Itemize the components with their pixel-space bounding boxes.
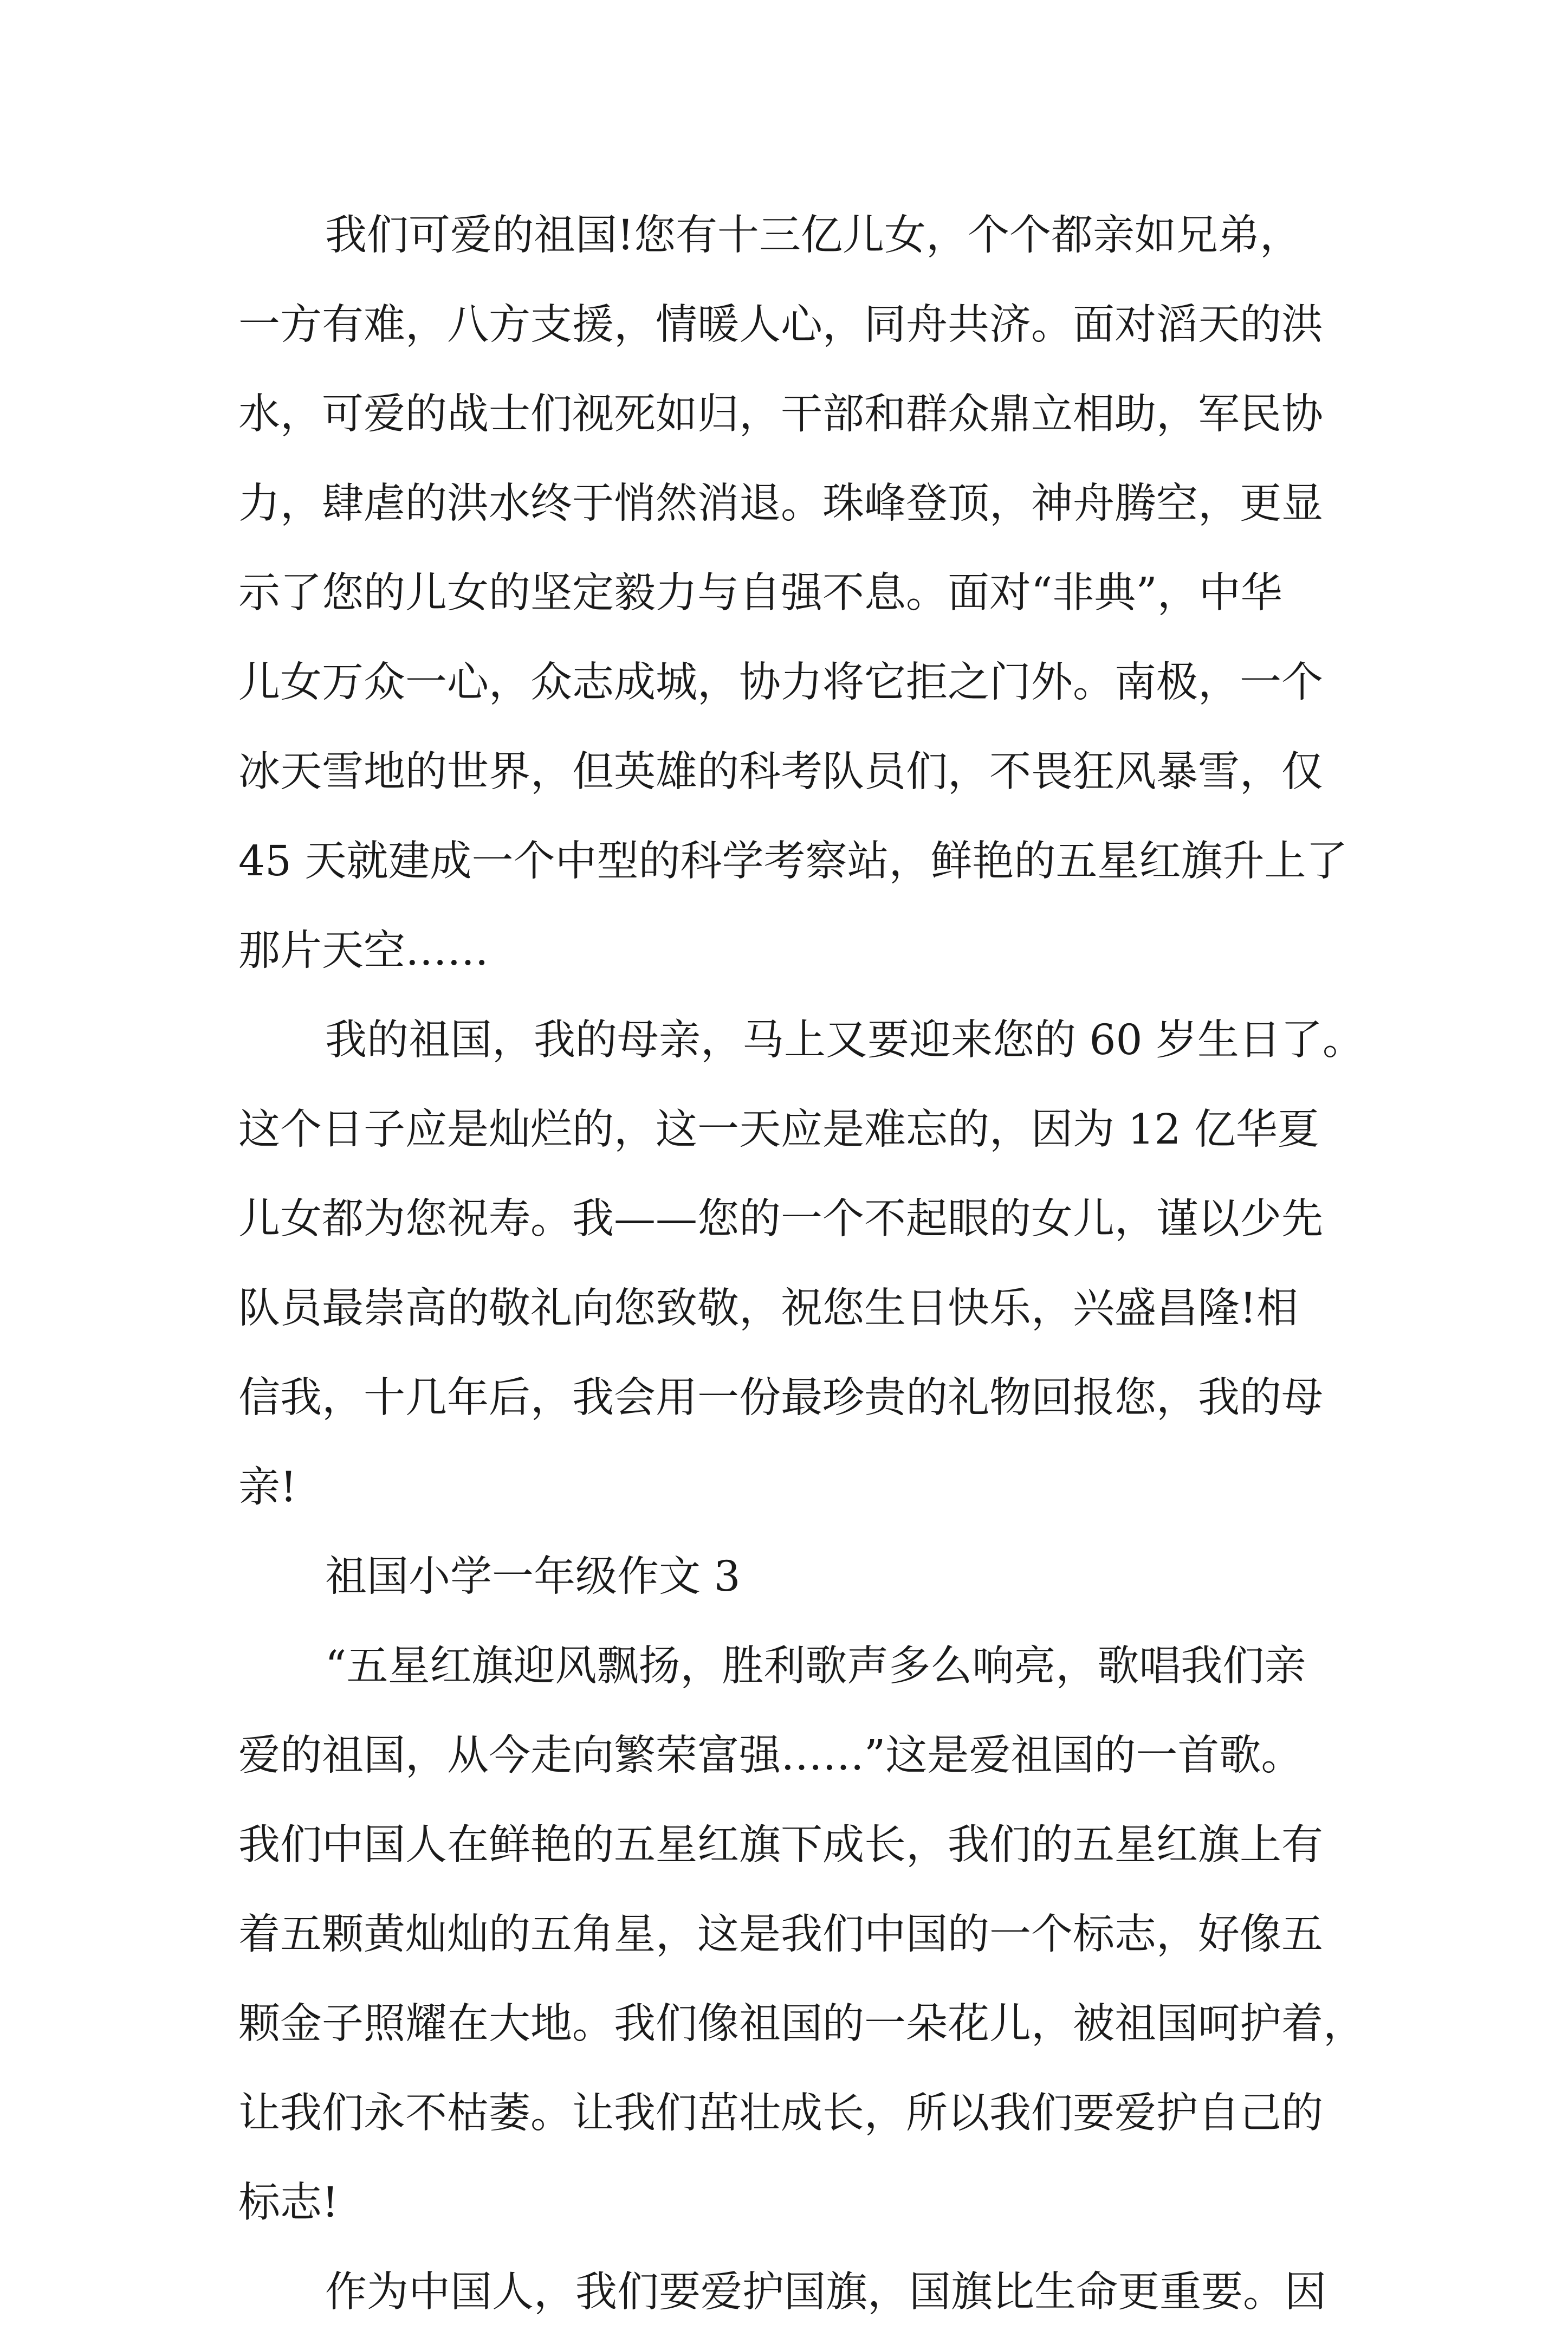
text-line: 颗金子照耀在大地。我们像祖国的一朵花儿，被祖国呵护着， — [238, 2000, 1365, 2048]
text-line: 冰天雪地的世界，但英雄的科考队员们，不畏狂风暴雪，仅 — [238, 748, 1323, 796]
text-line: “五星红旗迎风飘扬，胜利歌声多么响亮，歌唱我们亲 — [325, 1642, 1306, 1690]
text-line: 这个日子应是灿烂的，这一天应是难忘的，因为 12 亿华夏 — [238, 1106, 1319, 1154]
text-line: 队员最崇高的敬礼向您致敬，祝您生日快乐，兴盛昌隆!相 — [238, 1284, 1298, 1333]
document-body — [238, 191, 1365, 2337]
text-line: 爱的祖国，从今走向繁荣富强……”这是爱祖国的一首歌。 — [238, 1732, 1303, 1780]
text-line: 标志! — [238, 2179, 339, 2227]
text-line: 一方有难，八方支援，情暖人心，同舟共济。面对滔天的洪 — [238, 301, 1323, 349]
text-line: 作为中国人，我们要爱护国旗，国旗比生命更重要。因 — [325, 2268, 1326, 2316]
text-line: 我们中国人在鲜艳的五星红旗下成长，我们的五星红旗上有 — [238, 1821, 1323, 1869]
text-line: 儿女万众一心，众志成城，协力将它拒之门外。南极，一个 — [238, 659, 1323, 707]
text-line: 那片天空…… — [238, 927, 489, 975]
text-line: 水，可爱的战士们视死如归，干部和群众鼎立相助，军民协 — [238, 390, 1323, 438]
text-line: 让我们永不枯萎。让我们茁壮成长，所以我们要爱护自己的 — [238, 2089, 1323, 2138]
text-line: 儿女都为您祝寿。我——您的一个不起眼的女儿，谨以少先 — [238, 1195, 1323, 1243]
text-line: 信我，十几年后，我会用一份最珍贵的礼物回报您，我的母 — [238, 1374, 1323, 1422]
text-line: 着五颗黄灿灿的五角星，这是我们中国的一个标志，好像五 — [238, 1910, 1323, 1959]
text-line: 祖国小学一年级作文 3 — [325, 1553, 741, 1601]
text-line: 示了您的儿女的坚定毅力与自强不息。面对“非典”，中华 — [238, 569, 1282, 617]
text-line: 力，肆虐的洪水终于悄然消退。珠峰登顶，神舟腾空，更显 — [238, 480, 1323, 528]
text-line: 我的祖国，我的母亲，马上又要迎来您的 60 岁生日了。 — [325, 1016, 1364, 1064]
text-line: 我们可爱的祖国!您有十三亿儿女，个个都亲如兄弟， — [325, 211, 1301, 260]
text-line: 亲! — [238, 1463, 297, 1512]
text-line: 45 天就建成一个中型的科学考察站，鲜艳的五星红旗升上了 — [238, 837, 1348, 886]
